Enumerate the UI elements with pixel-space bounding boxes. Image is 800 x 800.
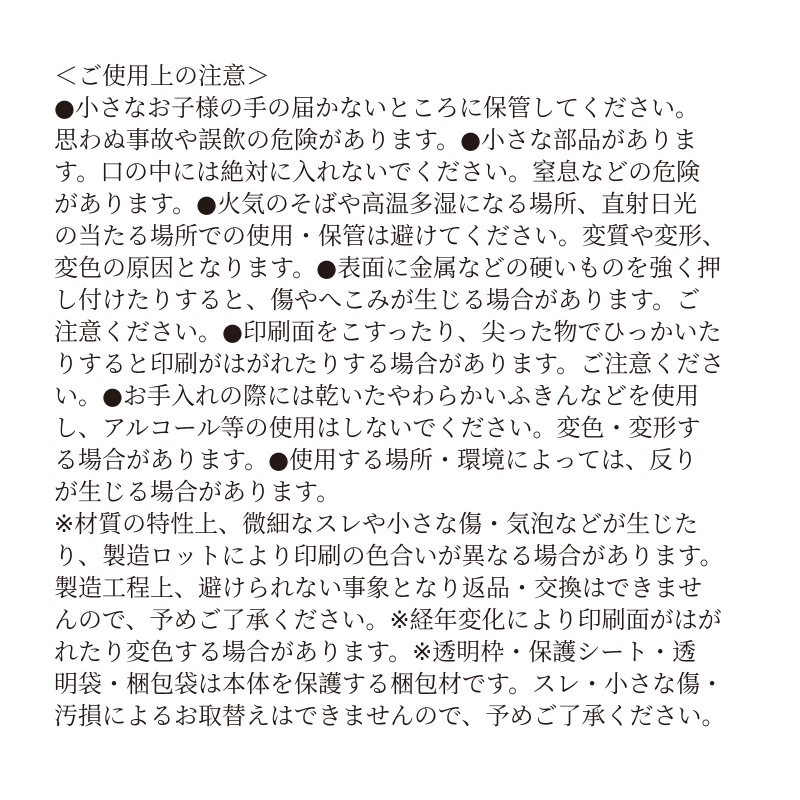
caution-line: があります。●火気のそばや高温多湿になる場所、直射日光 [54,190,698,218]
caution-line: りすると印刷がはがれたりする場合があります。ご注意くださ [54,350,725,378]
caution-line: 思わぬ事故や誤飲の危険があります。●小さな部品がありま [54,126,698,154]
caution-line: し付けたりすると、傷やへこみが生じる場合があります。ご [54,286,701,314]
notes-line: 明袋・梱包袋は本体を保護する梱包材です。スレ・小さな傷・ [54,670,725,698]
notes-line: れたり変色する場合があります。※透明枠・保護シート・透 [54,638,697,666]
caution-line: す。口の中には絶対に入れないでください。窒息などの危険 [54,158,701,186]
notes-line: 汚損によるお取替えはできませんので、予めご了承ください。 [54,702,726,730]
caution-heading: ＜ご使用上の注意＞ [54,62,270,90]
notes-line: 製造工程上、避けられない事象となり返品・交換はできませ [54,574,702,602]
notes-line: り、製造ロットにより印刷の色合いが異なる場合があります。 [54,542,724,570]
notes-line: ※材質の特性上、微細なスレや小さな傷・気泡などが生じた [54,510,699,538]
caution-line: い。●お手入れの際には乾いたやわらかいふきんなどを使用 [54,382,699,410]
caution-line: 変色の原因となります。●表面に金属などの硬いものを強く押 [54,254,722,282]
caution-line: る場合があります。●使用する場所・環境によっては、反り [54,446,698,474]
notes-line: んので、予めご了承ください。※経年変化により印刷面がはが [54,606,722,634]
caution-line: ●小さなお子様の手の届かないところに保管してください。 [54,94,699,122]
caution-line: が生じる場合があります。 [54,478,341,506]
caution-line: の当たる場所での使用・保管は避けてください。変質や変形、 [54,222,726,250]
caution-line: し、アルコール等の使用はしないでください。変色・変形す [54,414,701,442]
caution-line: 注意ください。●印刷面をこすったり、尖った物でひっかいた [54,318,722,346]
